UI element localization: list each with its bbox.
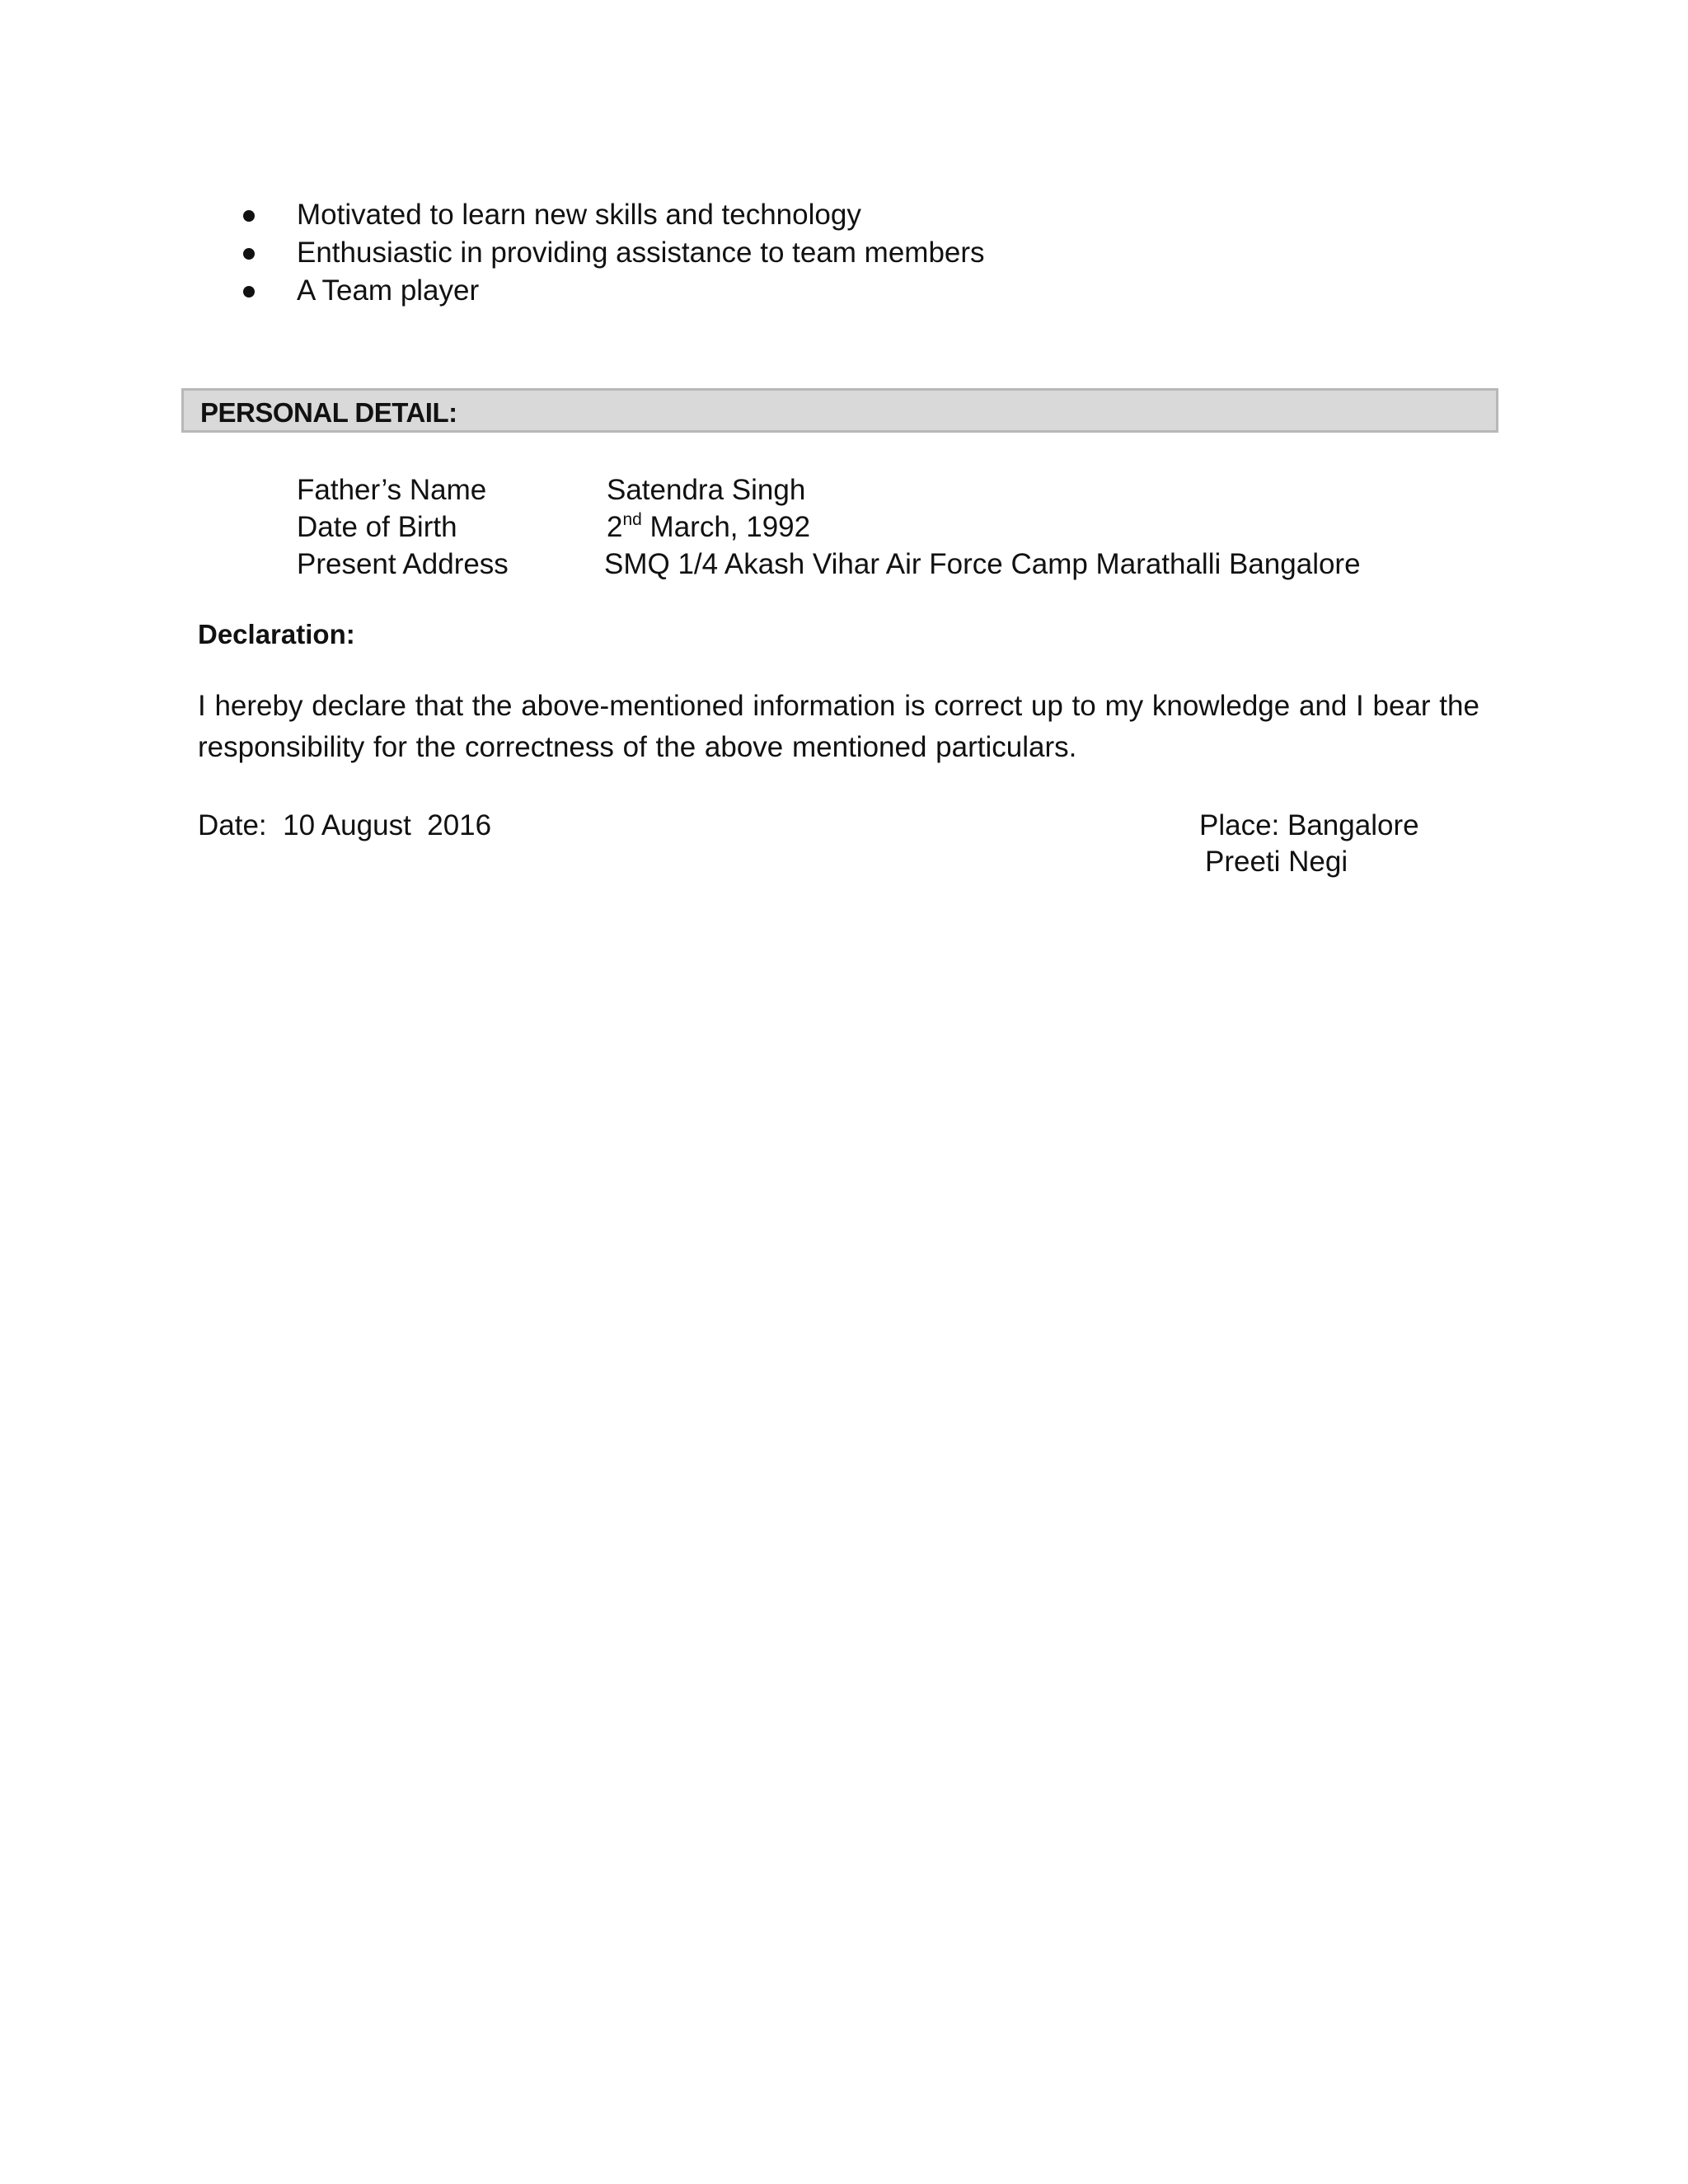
list-item-text: Enthusiastic in providing assistance to team members [297,237,985,269]
bullet-icon [243,248,255,260]
section-title: PERSONAL DETAIL: [200,397,457,428]
list-item [243,196,985,234]
dob-suffix: nd [622,510,642,529]
fathers-name-value: Satendra Singh [607,474,806,506]
list-item [243,234,985,272]
personal-detail-header [181,388,1498,433]
dob-rest: March, 1992 [641,511,811,543]
list-item [243,272,985,310]
bullet-icon [243,286,255,298]
signature-name: Preeti Negi [1205,846,1348,878]
bullet-icon [243,210,255,222]
declaration-date: Date: 10 August 2016 [198,809,492,841]
declaration-heading: Declaration: [198,619,355,649]
address-label: Present Address [297,548,509,580]
declaration-text: I hereby declare that the above-mentioned information is correct up to my knowledge and I bear the responsibility for the correctness of the above mentioned particulars. [198,690,1479,763]
list-item-text: A Team player [297,274,480,307]
skills-list [243,196,985,310]
list-item-text: Motivated to learn new skills and technology [297,199,861,231]
declaration-place: Place: Bangalore [1199,809,1419,841]
dob-day: 2 [607,511,623,543]
dob-value [607,509,810,546]
dob-label: Date of Birth [297,511,457,543]
address-value: SMQ 1/4 Akash Vihar Air Force Camp Marathalli Bangalore [604,548,1361,580]
fathers-name-label: Father’s Name [297,474,487,506]
